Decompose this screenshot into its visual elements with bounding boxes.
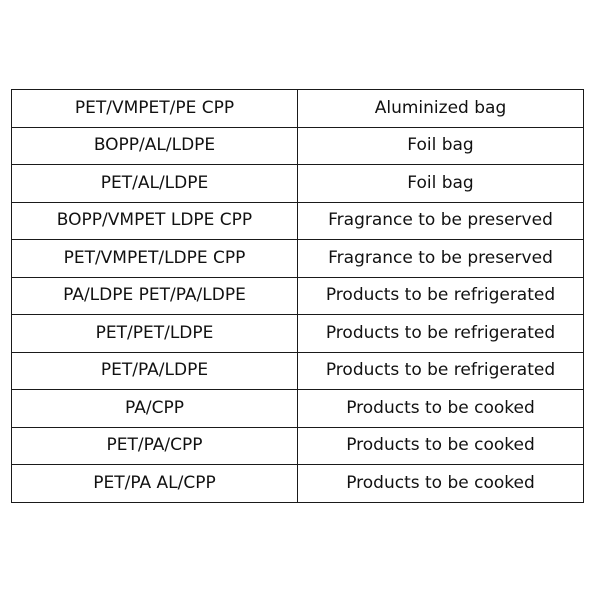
table-row	[12, 90, 584, 128]
table-row	[12, 390, 584, 428]
material-cell: PET/AL/LDPE	[12, 165, 298, 203]
table-row	[12, 352, 584, 390]
material-cell: PET/PA/LDPE	[12, 352, 298, 390]
table-row	[12, 315, 584, 353]
use-cell: Fragrance to be preserved	[298, 202, 584, 240]
use-cell: Products to be refrigerated	[298, 315, 584, 353]
table-row	[12, 240, 584, 278]
use-cell: Products to be cooked	[298, 465, 584, 503]
use-cell: Fragrance to be preserved	[298, 240, 584, 278]
use-cell: Products to be cooked	[298, 427, 584, 465]
material-cell: PET/VMPET/PE CPP	[12, 90, 298, 128]
material-cell: BOPP/VMPET LDPE CPP	[12, 202, 298, 240]
material-cell: PET/PA AL/CPP	[12, 465, 298, 503]
table-row	[12, 465, 584, 503]
material-cell: BOPP/AL/LDPE	[12, 127, 298, 165]
table-row	[12, 127, 584, 165]
material-cell: PET/PA/CPP	[12, 427, 298, 465]
use-cell: Foil bag	[298, 127, 584, 165]
table-row	[12, 165, 584, 203]
use-cell: Foil bag	[298, 165, 584, 203]
material-cell: PET/VMPET/LDPE CPP	[12, 240, 298, 278]
material-cell: PA/CPP	[12, 390, 298, 428]
use-cell: Products to be refrigerated	[298, 277, 584, 315]
table-row	[12, 277, 584, 315]
material-cell: PA/LDPE PET/PA/LDPE	[12, 277, 298, 315]
use-cell: Products to be cooked	[298, 390, 584, 428]
packaging-materials-table	[11, 89, 584, 503]
use-cell: Aluminized bag	[298, 90, 584, 128]
table-row	[12, 202, 584, 240]
table-row	[12, 427, 584, 465]
use-cell: Products to be refrigerated	[298, 352, 584, 390]
table-body	[12, 90, 584, 503]
packaging-materials-table-container	[11, 89, 583, 503]
material-cell: PET/PET/LDPE	[12, 315, 298, 353]
